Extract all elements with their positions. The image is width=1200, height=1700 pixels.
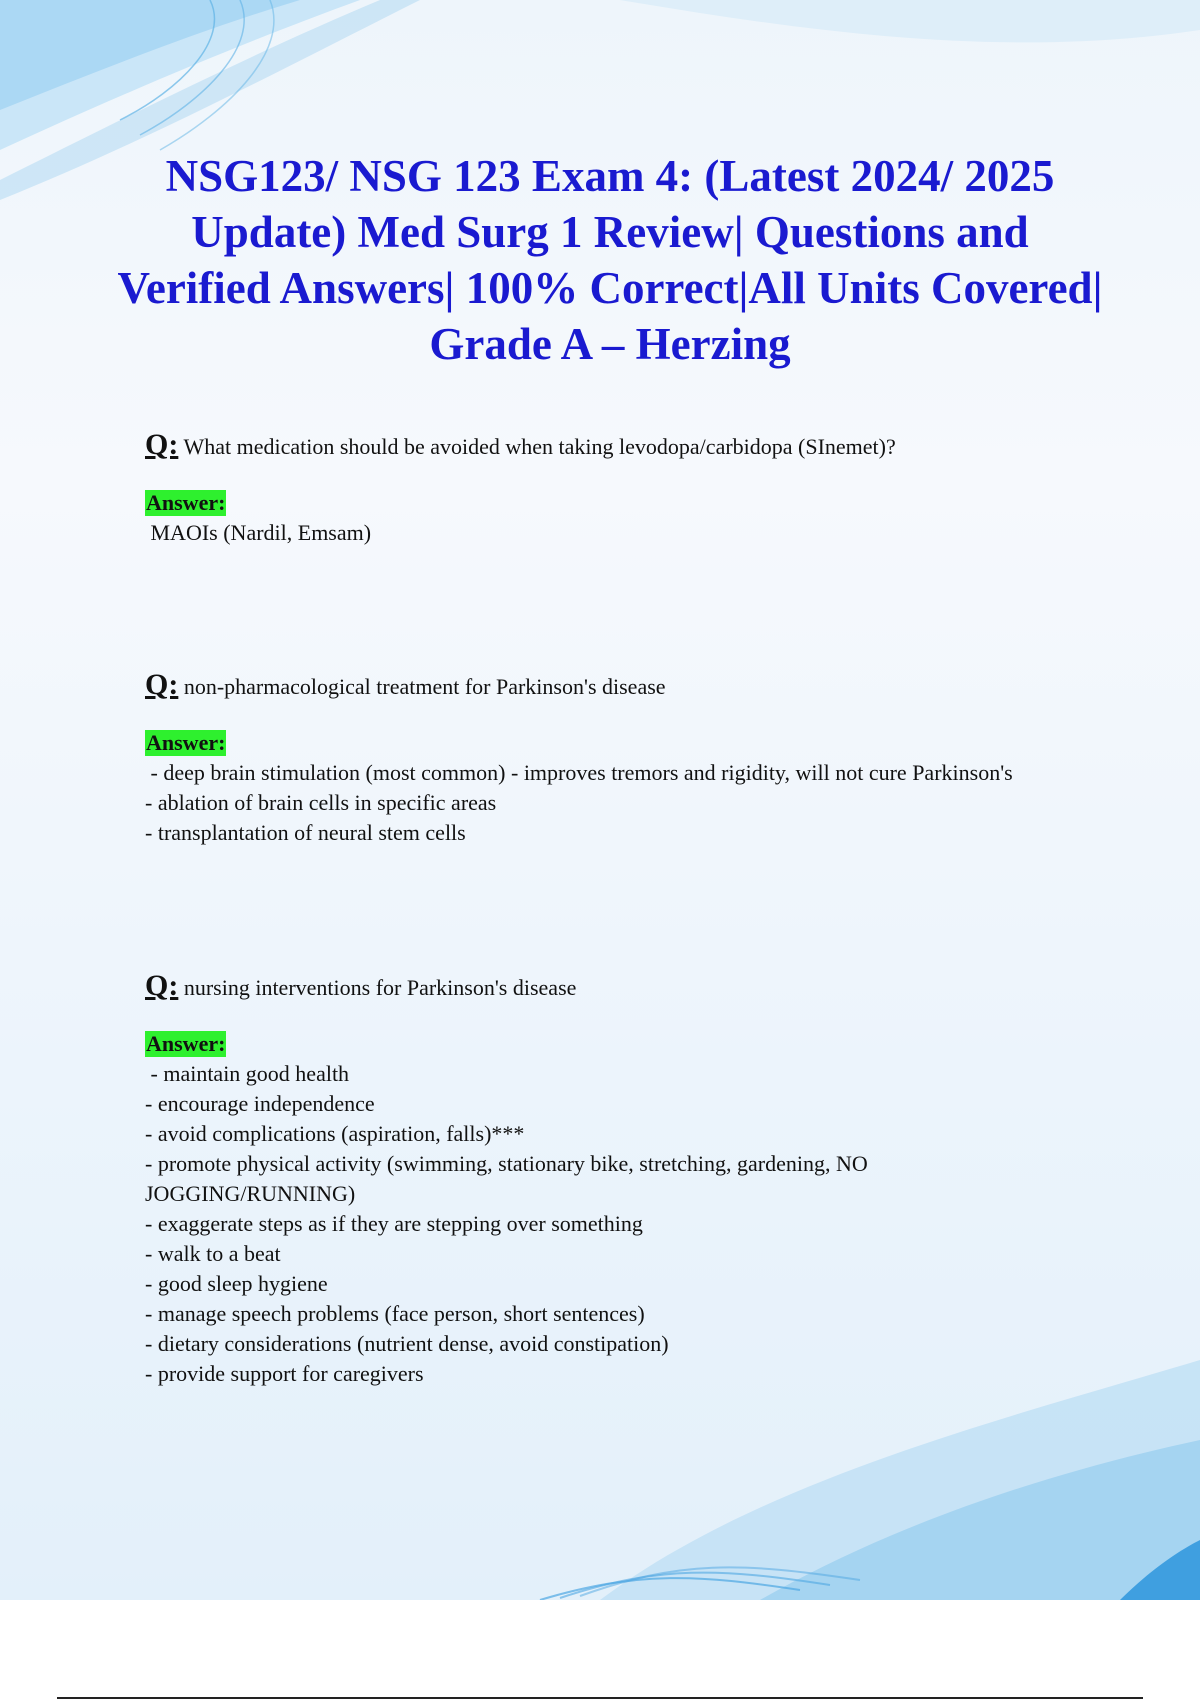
answer-line: - dietary considerations (nutrient dense, avoid constipation) — [145, 1331, 669, 1356]
answer-line: - exaggerate steps as if they are stepping over something — [145, 1211, 643, 1236]
answer-line: - deep brain stimulation (most common) - improves tremors and rigidity, will not cure Parkinson's — [145, 760, 1013, 785]
question-line — [145, 971, 1025, 1003]
question-prefix: Q: — [145, 428, 179, 461]
question-text: nursing interventions for Parkinson's disease — [183, 975, 577, 1000]
question-text: non-pharmacological treatment for Parkinson's disease — [183, 674, 666, 699]
footer-divider — [57, 1697, 1143, 1699]
answer-line: - manage speech problems (face person, short sentences) — [145, 1301, 645, 1326]
answer-line: - ablation of brain cells in specific areas — [145, 790, 497, 815]
qa-item — [145, 971, 1025, 1389]
question-prefix: Q: — [145, 668, 179, 701]
answer-line: - encourage independence — [145, 1091, 375, 1116]
document-title: NSG123/ NSG 123 Exam 4: (Latest 2024/ 2025 Update) Med Surg 1 Review| Questions and Verified Answers| 100% Correct|All Units Covered| Grade A – Herzing — [117, 151, 1103, 369]
question-line — [145, 670, 1025, 702]
answer-label: Answer: — [146, 490, 226, 515]
answer-line: - promote physical activity (swimming, stationary bike, stretching, gardening, NO JOGGING/RUNNING) — [145, 1151, 874, 1206]
answer-text — [145, 1059, 1025, 1389]
answer-line: MAOIs (Nardil, Emsam) — [145, 520, 372, 545]
question-line — [145, 430, 1025, 462]
answer-label: Answer: — [146, 730, 226, 755]
answer-line: - avoid complications (aspiration, falls)*** — [145, 1121, 525, 1146]
qa-item — [145, 430, 1025, 548]
qa-item — [145, 670, 1025, 848]
answer-text — [145, 518, 1025, 548]
answer-line: - transplantation of neural stem cells — [145, 820, 466, 845]
question-prefix: Q: — [145, 969, 179, 1002]
answer-line: - good sleep hygiene — [145, 1271, 328, 1296]
answer-line: - maintain good health — [145, 1061, 350, 1086]
answer-label: Answer: — [146, 1031, 226, 1056]
answer-line: - provide support for caregivers — [145, 1361, 424, 1386]
question-text: What medication should be avoided when taking levodopa/carbidopa (SInemet)? — [183, 434, 896, 459]
answer-line: - walk to a beat — [145, 1241, 281, 1266]
answer-text — [145, 758, 1025, 848]
